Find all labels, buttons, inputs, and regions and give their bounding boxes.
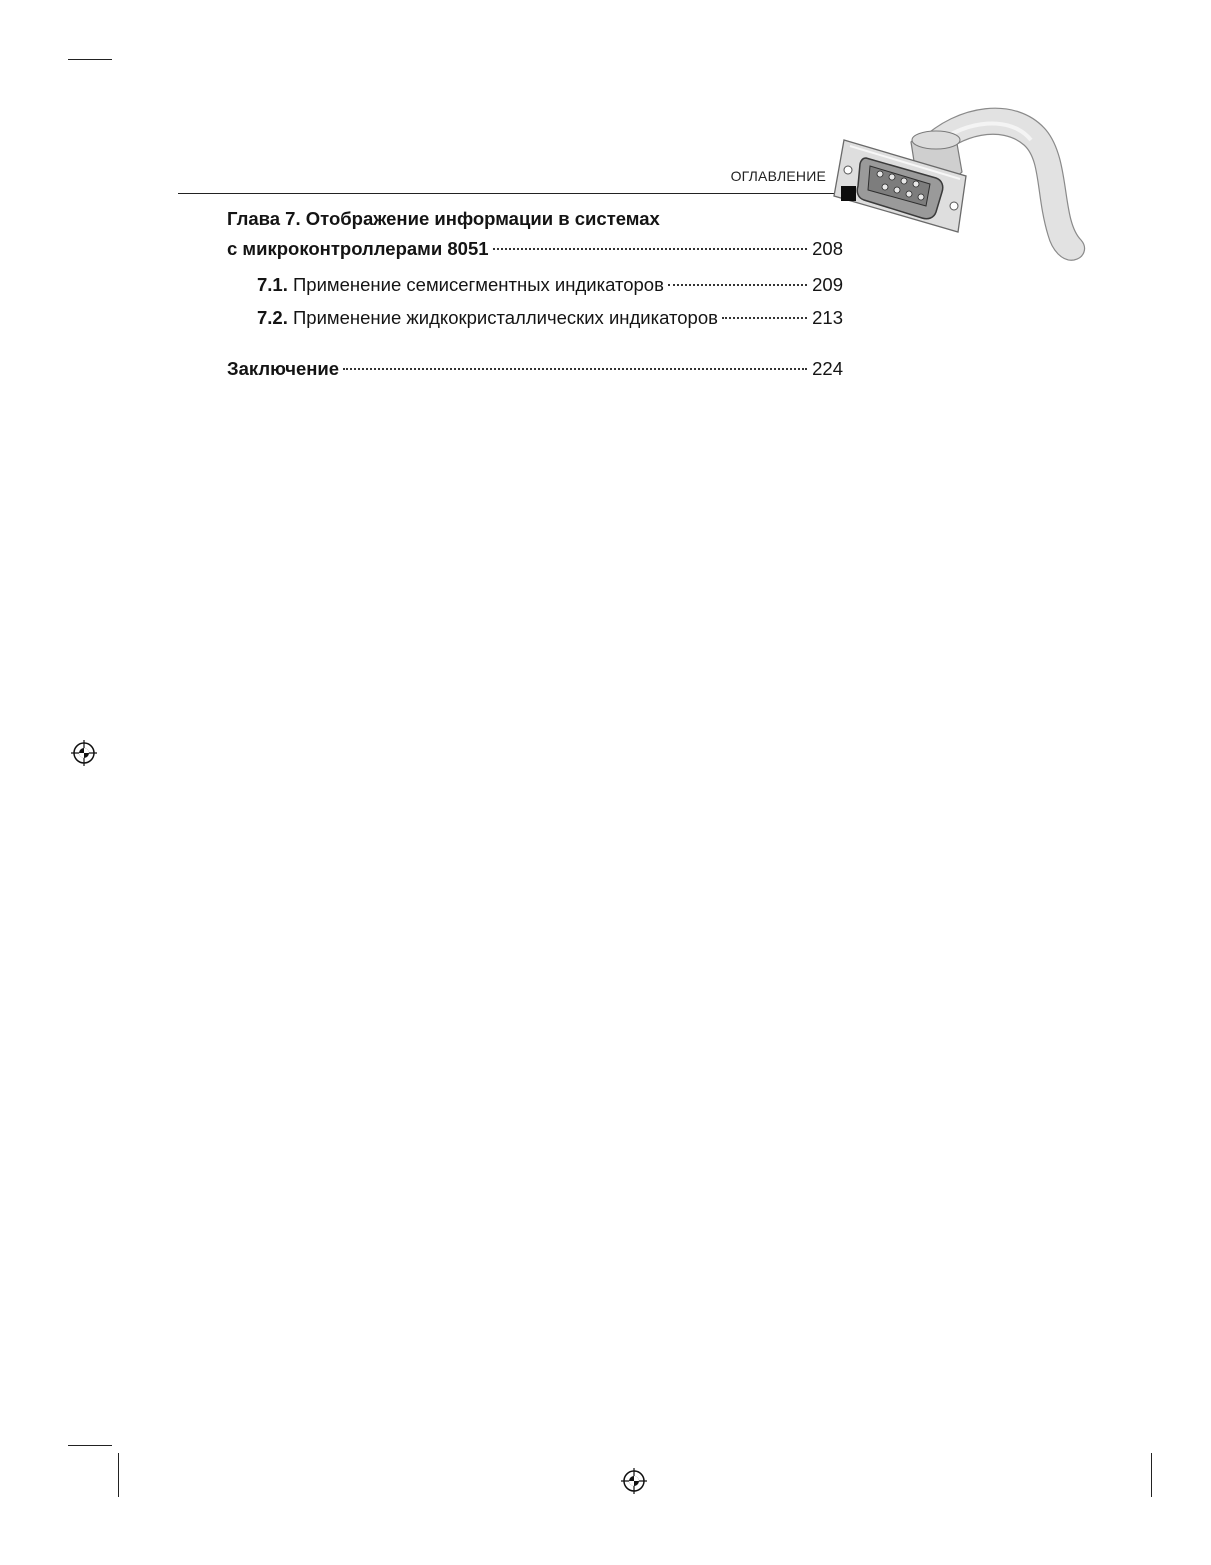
- section-title: Применение жидкокристаллических индикаторов: [293, 307, 718, 328]
- toc-chapter-7[interactable]: [227, 204, 843, 264]
- registration-mark-icon: [71, 740, 97, 766]
- page-number: 213: [812, 307, 843, 328]
- section-number: 7.1.: [257, 274, 288, 295]
- page-number: 208: [812, 238, 843, 259]
- header-rule: [178, 193, 841, 194]
- serial-connector-icon: [826, 100, 1091, 270]
- toc-section-7-2[interactable]: [257, 303, 843, 333]
- chapter-title-line2: с микроконтроллерами 8051: [227, 238, 489, 259]
- toc-conclusion[interactable]: [227, 354, 843, 384]
- dot-leader: [668, 284, 807, 286]
- crop-mark-bottom-right-vertical: [1151, 1453, 1152, 1497]
- page-number: 224: [812, 358, 843, 379]
- crop-mark-bottom-left: [68, 1445, 112, 1446]
- page-number: 209: [812, 274, 843, 295]
- crop-mark-bottom-left-vertical: [118, 1453, 119, 1497]
- dot-leader: [722, 317, 807, 319]
- dot-leader: [493, 248, 808, 250]
- crop-mark-top-left: [68, 59, 112, 60]
- registration-mark-icon: [621, 1468, 647, 1494]
- header-marker-square: [841, 186, 856, 201]
- conclusion-title: Заключение: [227, 358, 340, 379]
- chapter-title-line1: Глава 7. Отображение информации в системах: [227, 208, 660, 229]
- toc-section-7-1[interactable]: [257, 270, 843, 300]
- section-title: Применение семисегментных индикаторов: [293, 274, 664, 295]
- dot-leader: [343, 368, 807, 370]
- section-number: 7.2.: [257, 307, 288, 328]
- running-head: ОГЛАВЛЕНИЕ: [730, 168, 826, 184]
